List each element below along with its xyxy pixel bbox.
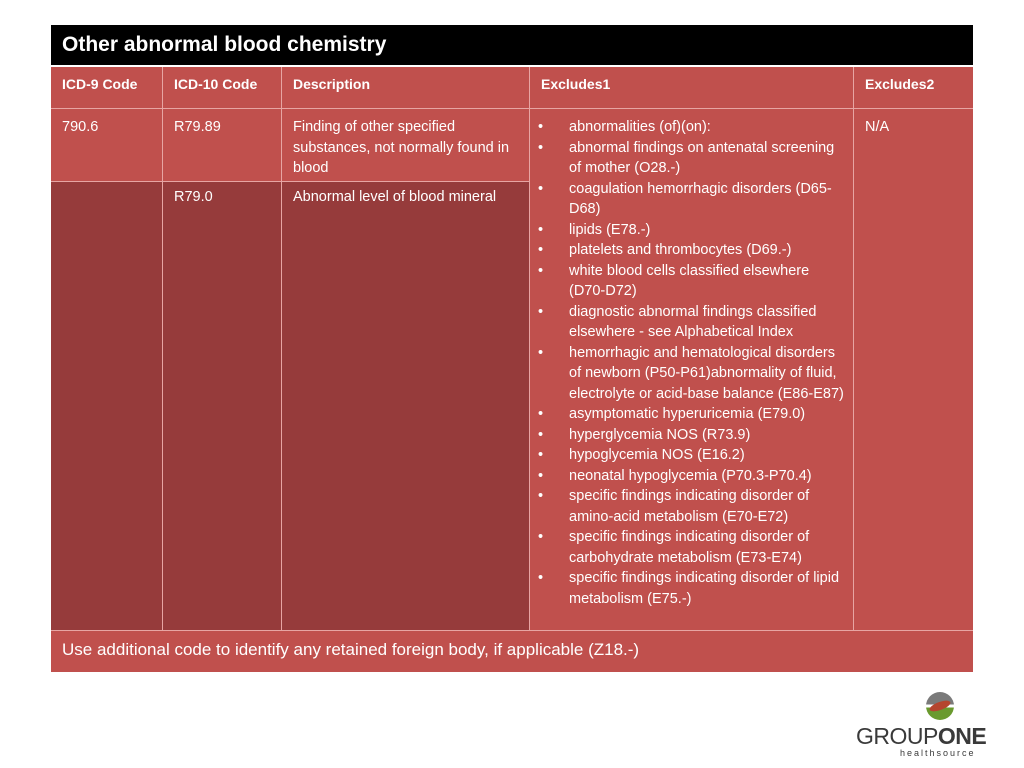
excludes1-item: • abnormalities (of)(on):	[538, 117, 846, 138]
excludes1-item: • specific findings indicating disorder of amino-acid metabolism (E70-E72)	[538, 486, 846, 527]
row2-icd9	[51, 181, 162, 630]
logo-wordmark: GROUPONE	[856, 723, 987, 749]
excludes1-item: • coagulation hemorrhagic disorders (D65-D68)	[538, 179, 846, 220]
excludes1-list	[538, 117, 846, 609]
excludes1-item: • hypoglycemia NOS (E16.2)	[538, 445, 846, 466]
excludes1-item: • hyperglycemia NOS (R73.9)	[538, 425, 846, 446]
excludes1-cell	[529, 108, 854, 630]
excludes2-cell: N/A	[853, 108, 973, 630]
groupone-logo	[856, 690, 1016, 760]
excludes1-item: • platelets and thrombocytes (D69.-)	[538, 240, 846, 261]
header-description: Description	[281, 67, 529, 108]
row1-description: Finding of other specified substances, not normally found in blood	[281, 108, 529, 181]
row2-icd10: R79.0	[162, 181, 281, 630]
row1-icd9: 790.6	[51, 108, 162, 181]
header-excludes2: Excludes2	[853, 67, 973, 108]
slide-title: Other abnormal blood chemistry	[51, 25, 973, 65]
logo-tagline: healthsource	[900, 748, 976, 758]
footer-note: Use additional code to identify any retained foreign body, if applicable (Z18.-)	[51, 630, 973, 672]
excludes1-item: • abnormal findings on antenatal screening of mother (O28.-)	[538, 138, 846, 179]
excludes1-item: • lipids (E78.-)	[538, 220, 846, 241]
excludes1-item: • specific findings indicating disorder of carbohydrate metabolism (E73-E74)	[538, 527, 846, 568]
excludes1-item: • specific findings indicating disorder of lipid metabolism (E75.-)	[538, 568, 846, 609]
excludes1-item: • diagnostic abnormal findings classified elsewhere - see Alphabetical Index	[538, 302, 846, 343]
excludes1-item: • asymptomatic hyperuricemia (E79.0)	[538, 404, 846, 425]
row2-description: Abnormal level of blood mineral	[281, 181, 529, 630]
row1-icd10: R79.89	[162, 108, 281, 181]
header-icd10: ICD-10 Code	[162, 67, 281, 108]
header-icd9: ICD-9 Code	[51, 67, 162, 108]
excludes1-item: • neonatal hypoglycemia (P70.3-P70.4)	[538, 466, 846, 487]
excludes1-item: • hemorrhagic and hematological disorders of newborn (P50-P61)abnormality of fluid, electrolyte or acid-base balance (E86-E87)	[538, 343, 846, 405]
code-table	[51, 67, 973, 672]
header-excludes1: Excludes1	[529, 67, 854, 108]
excludes1-item: • white blood cells classified elsewhere (D70-D72)	[538, 261, 846, 302]
logo-globe-icon	[926, 692, 954, 720]
